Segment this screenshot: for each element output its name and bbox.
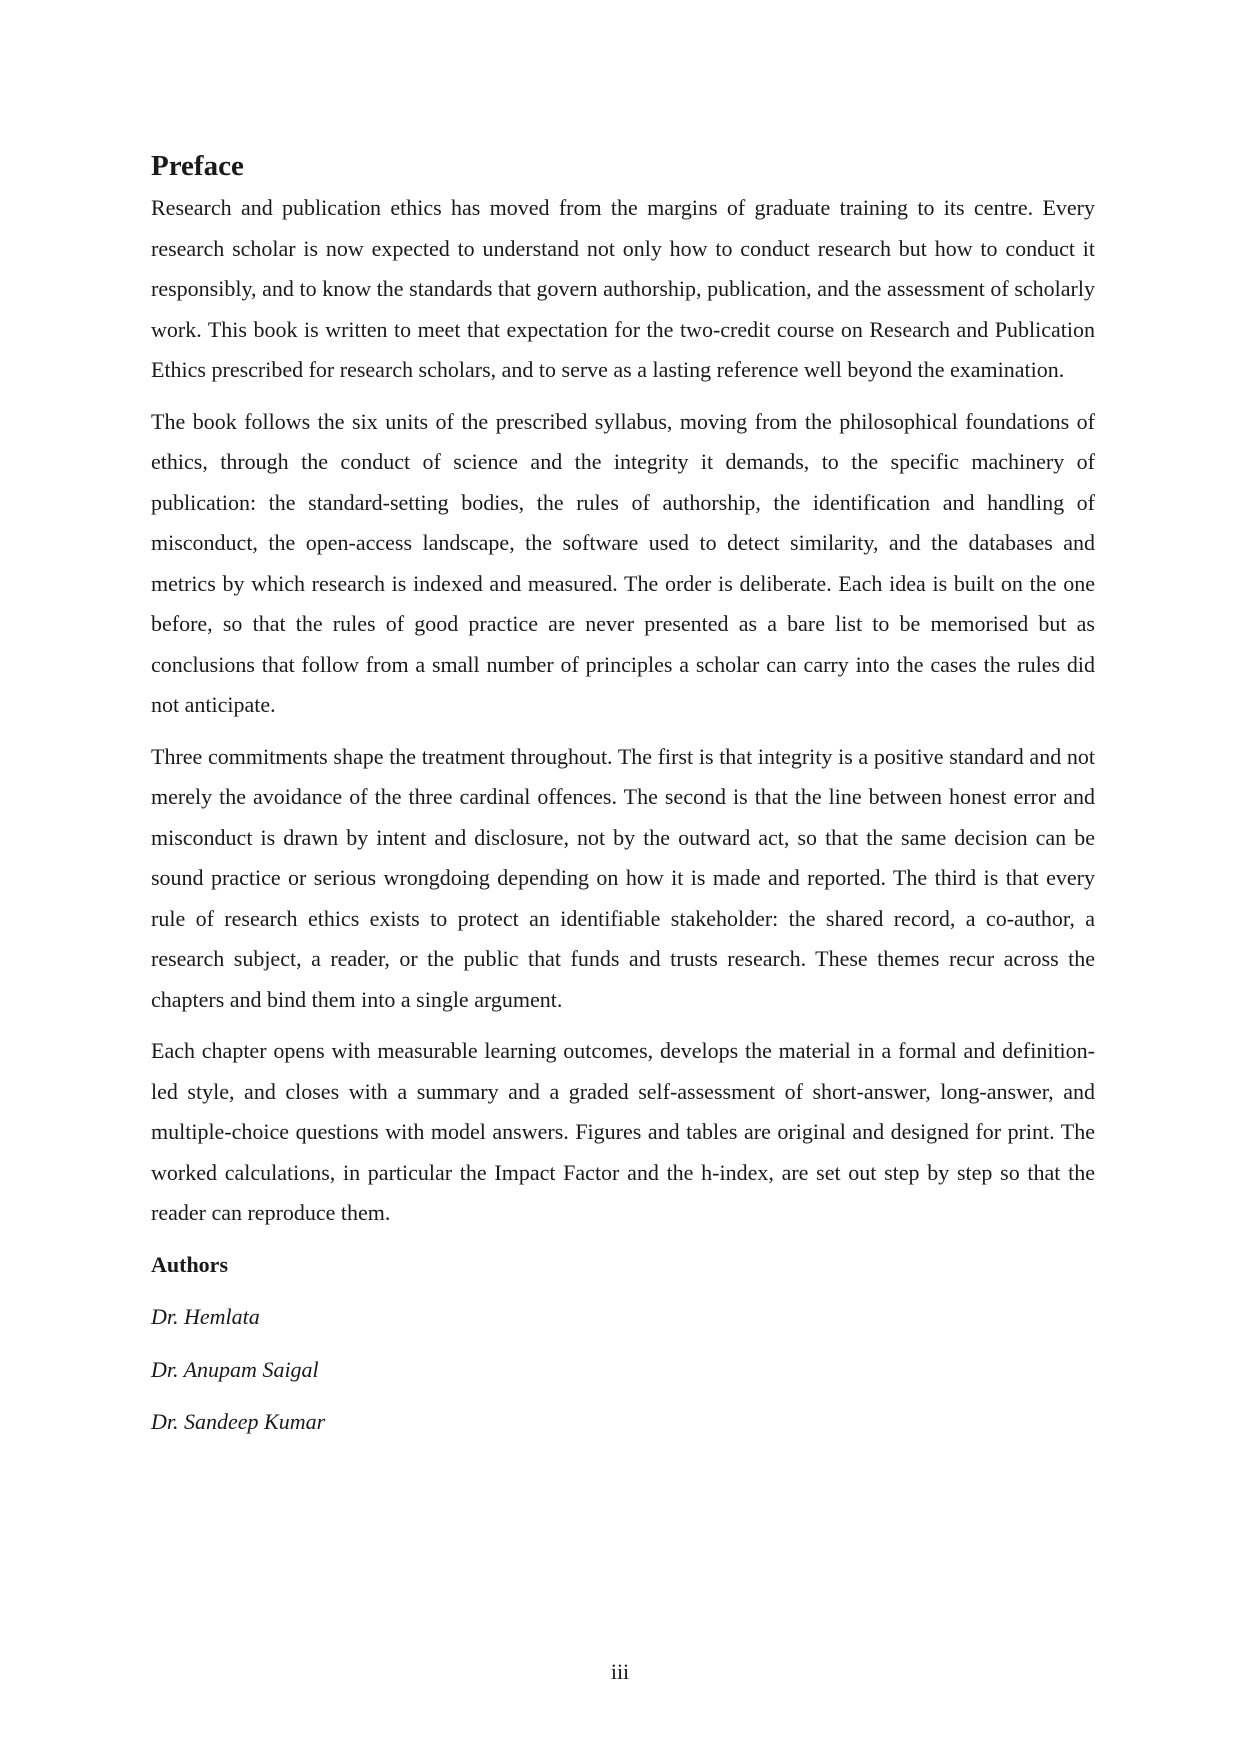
paragraph: Research and publication ethics has moved from the margins of graduate training to its centre. Every research scholar is now expected to understand not only how to conduct research but how to conduct it responsibly, and to know the standards that govern authorship, publication, and the assessment of scholarly work. This book is written to meet that expectation for the two-credit course on Research and Publication Ethics prescribed for research scholars, and to serve as a lasting reference well beyond the examination. bbox=[151, 195, 1095, 382]
paragraph: The book follows the six units of the prescribed syllabus, moving from the philosophical foundations of ethics, through the conduct of science and the integrity it demands, to the specific machinery of publication: the standard-setting bodies, the rules of authorship, the identification and handling of misconduct, the open-access landscape, the software used to detect similarity, and the databases and metrics by which research is indexed and measured. The order is deliberate. Each idea is built on the one before, so that the rules of good practice are never presented as a bare list to be memorised but as conclusions that follow from a small number of principles a scholar can carry into the cases the rules did not anticipate. bbox=[151, 408, 1095, 717]
paragraph: Three commitments shape the treatment throughout. The first is that integrity is a positive standard and not merely the avoidance of the three cardinal offences. The second is that the line between honest error and misconduct is drawn by intent and disclosure, not by the outward act, so that the same decision can be sound practice or serious wrongdoing depending on how it is made and reported. The third is that every rule of research ethics exists to protect an identifiable stakeholder: the shared record, a co-author, a research subject, a reader, or the public that funds and trusts research. These themes recur across the chapters and bind them into a single argument. bbox=[151, 743, 1095, 1012]
author-name: Dr. Sandeep Kumar bbox=[151, 1409, 326, 1434]
page-number: iii bbox=[610, 1659, 630, 1684]
paragraph: Each chapter opens with measurable learning outcomes, develops the material in a formal and definition-led style, and closes with a summary and a graded self-assessment of short-answer, long-answer, and multiple-choice questions with model answers. Figures and tables are original and designed for print. The worked calculations, in particular the Impact Factor and the h-index, are set out step by step so that the reader can reproduce them. bbox=[151, 1038, 1095, 1225]
page-title: Preface bbox=[151, 150, 244, 182]
author-name: Dr. Hemlata bbox=[151, 1304, 260, 1329]
preface-section bbox=[151, 148, 1095, 1455]
authors-heading: Authors bbox=[151, 1251, 229, 1277]
author-name: Dr. Anupam Saigal bbox=[151, 1356, 319, 1382]
